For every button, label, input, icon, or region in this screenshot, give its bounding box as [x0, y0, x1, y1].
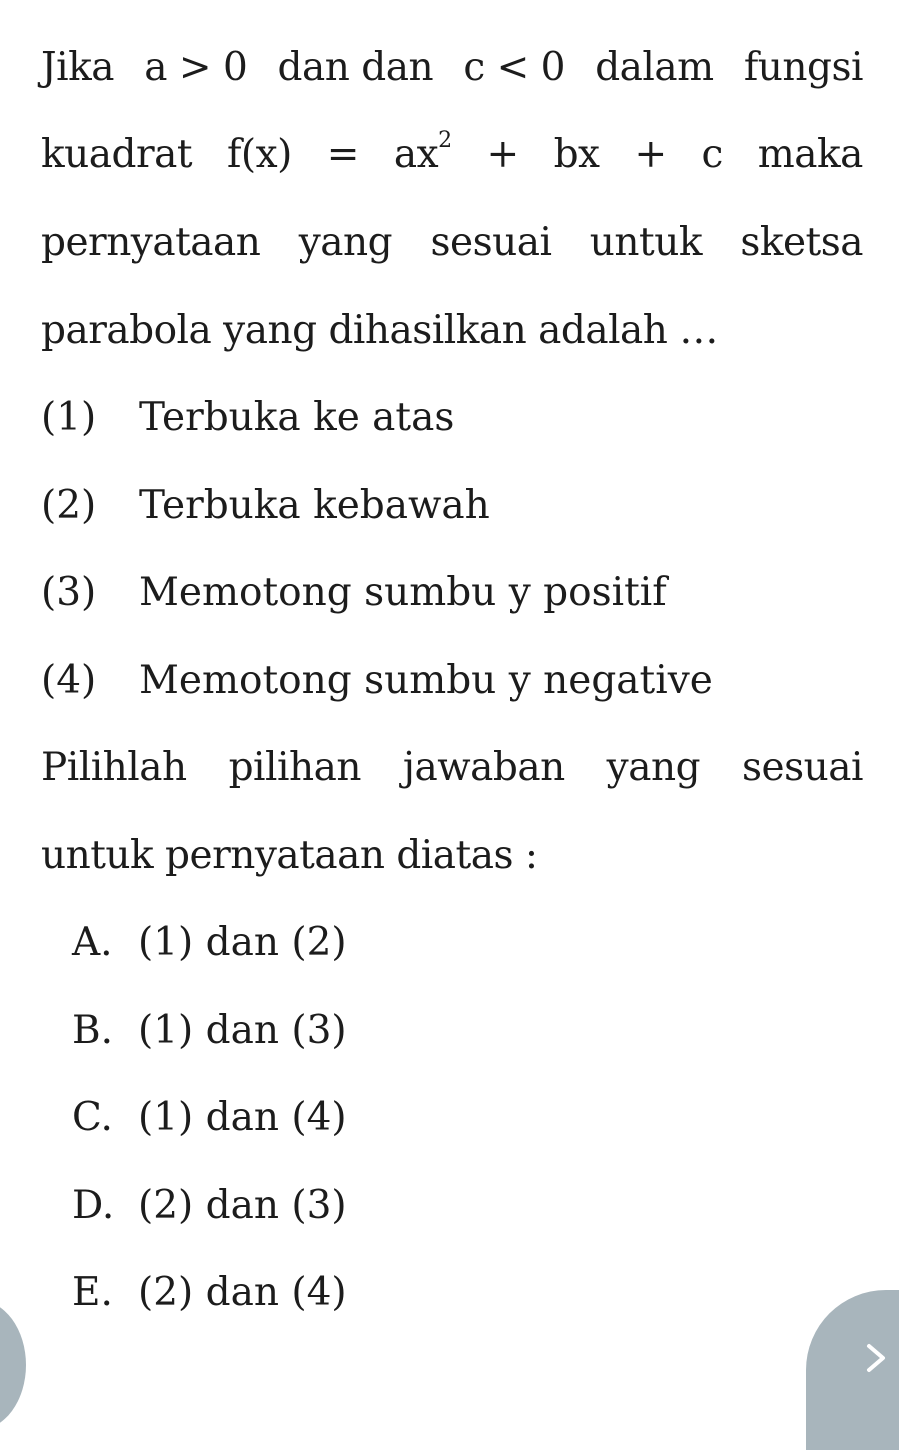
- question-word: kuadrat: [41, 132, 193, 177]
- question-line-3: [41, 220, 863, 265]
- question-line-1: [41, 45, 863, 90]
- option-text: (2) dan (4): [138, 1270, 347, 1315]
- question-word: Jika: [41, 45, 114, 90]
- option-text: (1) dan (3): [138, 1008, 347, 1053]
- previous-button[interactable]: [0, 1300, 26, 1430]
- math-c: c: [701, 132, 723, 177]
- math-bx: bx: [553, 132, 600, 177]
- question-word: dan dan: [277, 45, 434, 90]
- question-line-4: parabola yang dihasilkan adalah …: [41, 308, 718, 353]
- statement-4: [41, 658, 713, 703]
- math-condition-c: c < 0: [463, 45, 565, 90]
- question-word: sesuai: [430, 220, 552, 265]
- math-ax-squared: [393, 128, 452, 177]
- statement-3: [41, 570, 667, 615]
- question-line-2: [41, 128, 863, 177]
- statement-text: Terbuka ke atas: [139, 395, 455, 440]
- statement-2: [41, 483, 490, 528]
- statement-number: (3): [41, 570, 97, 615]
- option-text: (2) dan (3): [138, 1183, 347, 1228]
- option-text: (1) dan (2): [138, 920, 347, 965]
- statement-text: Memotong sumbu y positif: [139, 570, 667, 615]
- math-plus: +: [634, 132, 667, 177]
- instruction-word: Pilihlah: [41, 745, 187, 790]
- math-condition-a: a > 0: [144, 45, 248, 90]
- statement-number: (2): [41, 483, 97, 528]
- statement-number: (4): [41, 658, 97, 703]
- instruction-line-1: [41, 745, 863, 790]
- question-word: fungsi: [743, 45, 863, 90]
- option-text: (1) dan (4): [138, 1095, 347, 1140]
- next-button[interactable]: [806, 1290, 899, 1450]
- option-letter: E.: [72, 1270, 113, 1315]
- answer-option-e[interactable]: [72, 1270, 347, 1315]
- question-word: untuk: [589, 220, 702, 265]
- statement-text: Memotong sumbu y negative: [139, 658, 713, 703]
- question-word: dalam: [595, 45, 714, 90]
- question-word: sketsa: [740, 220, 863, 265]
- statement-text: Terbuka kebawah: [139, 483, 490, 528]
- question-word: yang: [298, 220, 393, 265]
- answer-option-c[interactable]: [72, 1095, 347, 1140]
- math-equals: =: [326, 132, 359, 177]
- math-fx: f(x): [226, 132, 292, 177]
- math-plus: +: [486, 132, 519, 177]
- option-letter: B.: [72, 1008, 114, 1053]
- instruction-word: sesuai: [742, 745, 863, 790]
- instruction-line-2: untuk pernyataan diatas :: [41, 833, 538, 878]
- statement-number: (1): [41, 395, 97, 440]
- question-word: pernyataan: [41, 220, 261, 265]
- answer-option-d[interactable]: [72, 1183, 347, 1228]
- answer-option-b[interactable]: [72, 1008, 347, 1053]
- statement-1: [41, 395, 455, 440]
- instruction-word: jawaban: [402, 745, 565, 790]
- option-letter: C.: [72, 1095, 113, 1140]
- math-ax: ax: [393, 132, 439, 177]
- chevron-right-icon: [861, 1338, 891, 1378]
- option-letter: D.: [72, 1183, 115, 1228]
- instruction-word: yang: [606, 745, 701, 790]
- math-exponent: 2: [438, 128, 452, 153]
- answer-option-a[interactable]: [72, 920, 347, 965]
- question-word: maka: [757, 132, 863, 177]
- option-letter: A.: [72, 920, 113, 965]
- instruction-word: pilihan: [228, 745, 361, 790]
